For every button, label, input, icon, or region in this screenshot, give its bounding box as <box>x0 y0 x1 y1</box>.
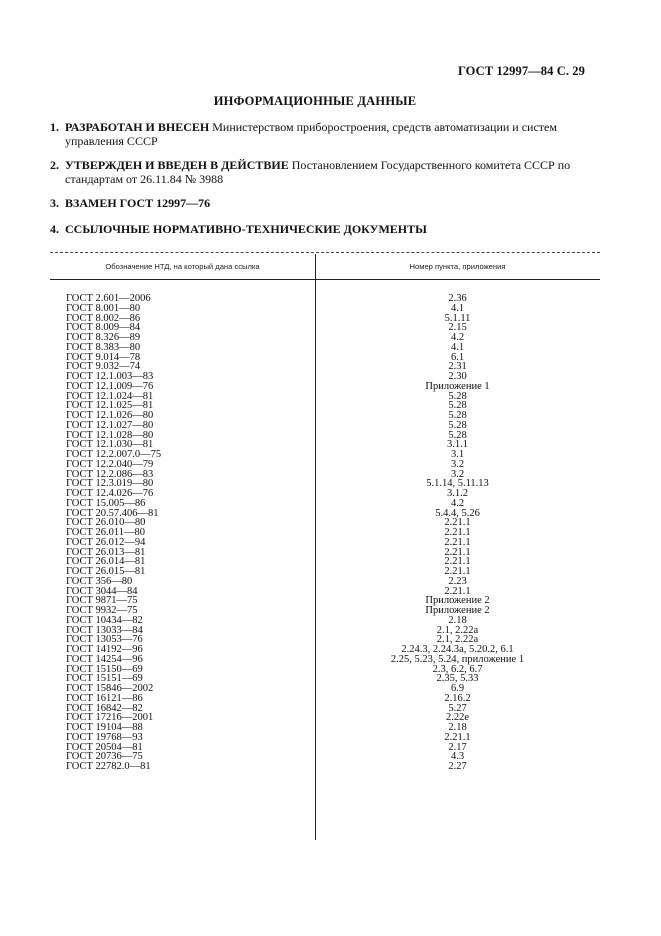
document-code: ГОСТ 15150—69 <box>66 663 143 675</box>
clause-reference: 3.2 <box>450 458 465 470</box>
document-code: ГОСТ 20504—81 <box>66 741 143 753</box>
document-code: ГОСТ 8.383—80 <box>66 341 141 353</box>
page-header: ГОСТ 12997—84 С. 29 <box>457 64 585 78</box>
clause-reference: 3.1 <box>450 449 465 460</box>
clause-reference: 2.31 <box>448 361 467 373</box>
info-item-4 <box>50 222 590 236</box>
document-code: ГОСТ 20.57.406—81 <box>66 507 159 519</box>
document-code: ГОСТ 9932—75 <box>66 605 138 616</box>
document-code: ГОСТ 12.1.027—80 <box>66 419 154 431</box>
clause-reference: 2.1, 2.22а <box>436 624 479 636</box>
document-code: ГОСТ 12.2.086—83 <box>66 468 154 480</box>
clause-reference: 5.4.4, 5.26 <box>435 507 480 519</box>
clause-reference: 4.1 <box>450 341 465 353</box>
clause-reference: 2.30 <box>448 371 467 382</box>
clause-reference: 2.21.1 <box>444 536 471 548</box>
document-code: ГОСТ 12.2.040—79 <box>66 458 154 470</box>
document-code: ГОСТ 17216—2001 <box>66 712 154 724</box>
document-code: ГОСТ 16121—86 <box>66 692 143 704</box>
info-item-3 <box>50 196 590 210</box>
clause-reference: 2.36 <box>448 293 467 304</box>
item-lead: РАЗРАБОТАН И ВНЕСЕН <box>65 120 210 134</box>
clause-reference: 2.15 <box>448 322 467 334</box>
document-code: ГОСТ 14192—96 <box>66 644 143 655</box>
document-code: ГОСТ 3044—84 <box>66 585 138 597</box>
table-row <box>50 567 600 577</box>
clause-reference: 2.23 <box>448 575 467 587</box>
clause-reference: 2.18 <box>448 722 467 733</box>
document-code: ГОСТ 12.3.019—80 <box>66 478 154 490</box>
clause-reference: 5.28 <box>448 429 467 441</box>
document-code: ГОСТ 2.601—2006 <box>66 293 151 304</box>
clause-reference: 5.28 <box>448 410 467 421</box>
column-divider <box>315 254 316 840</box>
document-code: ГОСТ 12.4.026—76 <box>66 488 154 499</box>
clause-reference: 4.2 <box>450 332 465 343</box>
clause-reference: 2.21.1 <box>444 566 471 577</box>
clause-reference: 5.28 <box>448 400 467 412</box>
table-header <box>50 253 600 280</box>
item-lead: ССЫЛОЧНЫЕ НОРМАТИВНО-ТЕХНИЧЕСКИЕ ДОКУМЕНТЫ <box>65 222 427 236</box>
document-code: ГОСТ 15151—69 <box>66 673 143 685</box>
references-table <box>50 252 600 772</box>
document-code: ГОСТ 9.032—74 <box>66 361 141 373</box>
document-code: ГОСТ 26.013—81 <box>66 546 146 558</box>
clause-reference: 5.28 <box>448 419 467 431</box>
item-number: 4. <box>50 222 59 236</box>
document-code: ГОСТ 26.015—81 <box>66 566 146 577</box>
item-lead: ВЗАМЕН ГОСТ 12997—76 <box>65 196 211 210</box>
clause-reference: 2.21.1 <box>444 527 471 538</box>
clause-reference: 4.1 <box>450 302 465 314</box>
clause-reference: 2.27 <box>448 761 467 772</box>
clause-reference: 2.1, 2.22а <box>436 634 479 646</box>
document-code: ГОСТ 26.012—94 <box>66 536 146 548</box>
document-code: ГОСТ 14254—96 <box>66 653 143 665</box>
header-document-designation: Обозначение НТД, на который дана ссылка <box>105 261 260 271</box>
clause-reference: 2.35, 5.33 <box>436 673 479 685</box>
clause-reference: 2.3, 6.2, 6.7 <box>432 663 483 675</box>
document-code: ГОСТ 12.1.025—81 <box>66 400 154 412</box>
document-code: ГОСТ 15.005—86 <box>66 497 146 509</box>
item-text: Постановлением Государственного комитета СССР по <box>288 158 571 172</box>
clause-reference: Приложение 2 <box>425 605 490 616</box>
clause-reference: 2.21.1 <box>444 731 471 743</box>
document-code: ГОСТ 12.1.030—81 <box>66 439 154 451</box>
item-continuation: стандартам от 26.11.84 № 3988 <box>65 172 224 186</box>
document-code: ГОСТ 8.001—80 <box>66 302 141 314</box>
info-item-1 <box>50 120 590 148</box>
clause-reference: 6.1 <box>450 351 465 363</box>
header-clause-number: Номер пункта, приложения <box>409 261 506 271</box>
clause-reference: 2.24.3, 2.24.3а, 5.20.2, 6.1 <box>401 644 514 655</box>
item-text: Министерством приборостроения, средств автоматизации и систем <box>209 120 557 134</box>
item-number: 1. <box>50 120 59 134</box>
clause-reference: 2.22е <box>445 712 470 724</box>
info-item-2 <box>50 158 590 186</box>
clause-reference: 3.1.1 <box>447 439 468 451</box>
clause-reference: 3.1.2 <box>447 488 468 499</box>
document-code: ГОСТ 9871—75 <box>66 595 138 607</box>
document-code: ГОСТ 13053—76 <box>66 634 143 646</box>
item-lead: УТВЕРЖДЕН И ВВЕДЕН В ДЕЙСТВИЕ <box>65 158 289 172</box>
clause-reference: 2.16.2 <box>444 692 471 704</box>
clause-reference: 2.17 <box>448 741 467 753</box>
clause-reference: 5.28 <box>448 390 467 402</box>
clause-reference: 5.1.11 <box>444 312 471 324</box>
document-code: ГОСТ 26.010—80 <box>66 517 146 529</box>
clause-reference: 4.3 <box>450 751 465 763</box>
item-continuation: управления СССР <box>65 134 158 148</box>
clause-reference: 2.21.1 <box>444 556 471 568</box>
document-code: ГОСТ 12.1.009—76 <box>66 380 154 392</box>
clause-reference: Приложение 1 <box>425 380 490 392</box>
clause-reference: 6.9 <box>450 683 465 694</box>
section-title: ИНФОРМАЦИОННЫЕ ДАННЫЕ <box>213 94 417 108</box>
document-code: ГОСТ 12.1.003—83 <box>66 371 154 382</box>
document-code: ГОСТ 9.014—78 <box>66 351 141 363</box>
table-row <box>50 762 600 772</box>
document-code: ГОСТ 20736—75 <box>66 751 143 763</box>
document-code: ГОСТ 8.009—84 <box>66 322 141 334</box>
item-number: 2. <box>50 158 59 172</box>
document-code: ГОСТ 8.326—89 <box>66 332 141 343</box>
clause-reference: Приложение 2 <box>425 595 490 607</box>
table-body <box>50 280 600 772</box>
clause-reference: 2.21.1 <box>444 517 471 529</box>
clause-reference: 5.1.14, 5.11.13 <box>426 478 489 490</box>
document-code: ГОСТ 12.2.007.0—75 <box>66 449 162 460</box>
document-code: ГОСТ 26.011—80 <box>66 527 146 538</box>
document-code: ГОСТ 12.1.024—81 <box>66 390 154 402</box>
document-code: ГОСТ 12.1.028—80 <box>66 429 154 441</box>
clause-reference: 4.2 <box>450 497 465 509</box>
clause-reference: 2.21.1 <box>444 546 471 558</box>
document-code: ГОСТ 15846—2002 <box>66 683 154 694</box>
document-code: ГОСТ 22782.0—81 <box>66 761 151 772</box>
document-code: ГОСТ 12.1.026—80 <box>66 410 154 421</box>
clause-reference: 3.2 <box>450 468 465 480</box>
clause-reference: 2.21.1 <box>444 585 471 597</box>
document-code: ГОСТ 19104—88 <box>66 722 143 733</box>
document-code: ГОСТ 10434—82 <box>66 614 143 626</box>
document-code: ГОСТ 356—80 <box>66 575 133 587</box>
clause-reference: 5.27 <box>448 702 467 714</box>
clause-reference: 2.25, 5.23, 5.24, приложение 1 <box>390 653 525 665</box>
item-number: 3. <box>50 196 59 210</box>
document-code: ГОСТ 16842—82 <box>66 702 143 714</box>
document-code: ГОСТ 13033—84 <box>66 624 143 636</box>
document-code: ГОСТ 8.002—86 <box>66 312 141 324</box>
document-code: ГОСТ 19768—93 <box>66 731 143 743</box>
document-code: ГОСТ 26.014—81 <box>66 556 146 568</box>
clause-reference: 2.18 <box>448 614 467 626</box>
